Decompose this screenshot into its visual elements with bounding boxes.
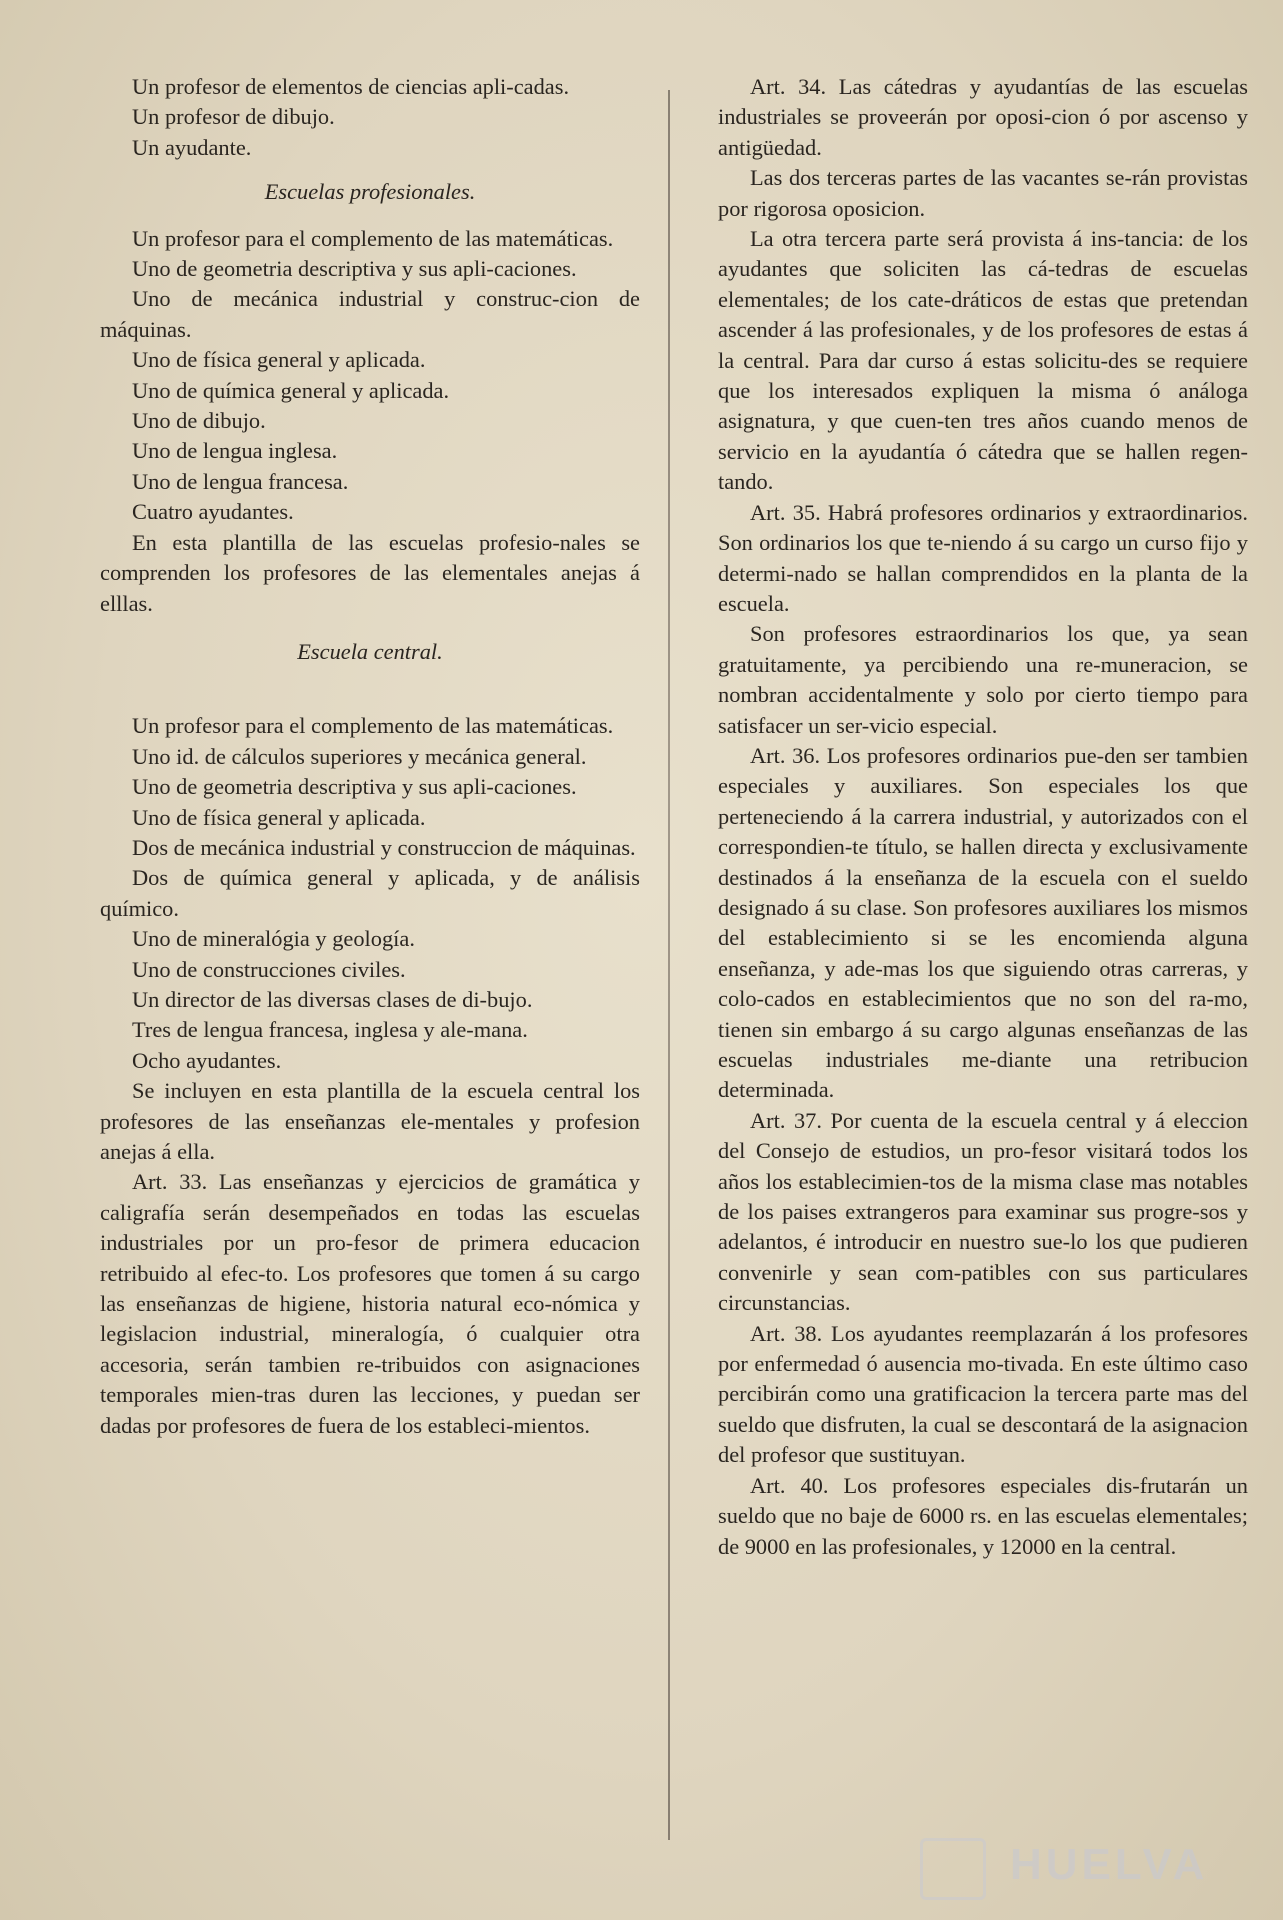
article-34: Art. 34. Las cátedras y ayudantías de las escuelas industriales se proveerán por oposi-cion ó por ascenso y antigüedad.: [718, 74, 1248, 160]
paragraph: Un profesor para el complemento de las matemáticas.: [132, 713, 614, 739]
paragraph: Uno de lengua inglesa.: [132, 438, 338, 464]
article-36: Art. 36. Los profesores ordinarios pue-den ser tambien especiales y auxiliares. Son especiales los que perteneciendo á la carrera industrial, y autorizados con el correspondien-te título, se hallen directa y exclusivamente destinados á la enseñanza de la escuela con el sueldo designado á su clase. Son profesores auxiliares los mismos del establecimiento si se les encomienda alguna enseñanza, y ade-mas los que siguiendo otras carreras, y colo-cados en establecimientos que no son del ra-mo, tienen sin embargo á su cargo algunas enseñanzas de las escuelas industriales me-diante una retribucion determinada.: [718, 742, 1248, 1103]
section-heading-escuelas-profesionales: Escuelas profesionales.: [264, 179, 476, 205]
watermark: HUELVA: [1010, 1840, 1209, 1889]
article-35: Art. 35. Habrá profesores ordinarios y extraordinarios. Son ordinarios los que te-niendo á su cargo un curso fijo y determi-nado se hallan comprendidos en la planta de la escuela.: [718, 499, 1248, 616]
column-divider: [668, 90, 670, 1840]
paragraph: Dos de mecánica industrial y construccion de máquinas.: [132, 834, 636, 860]
right-column: [718, 72, 1248, 1562]
paragraph: Uno de mecánica industrial y construc-cion de máquinas.: [100, 286, 640, 342]
paragraph: Uno de construcciones civiles.: [132, 956, 406, 982]
paragraph: Un profesor de dibujo.: [132, 104, 335, 130]
paragraph: Son profesores estraordinarios los que, ya sean gratuitamente, ya percibiendo una re-muneracion, se nombran accidentalmente y solo por cierto tiempo para satisfacer un ser-vicio especial.: [718, 621, 1248, 738]
paragraph: Uno de química general y aplicada.: [132, 377, 450, 403]
paragraph: Un ayudante.: [132, 134, 252, 160]
paragraph: Un director de las diversas clases de di-bujo.: [132, 986, 533, 1012]
paragraph: En esta plantilla de las escuelas profesio-nales se comprenden los profesores de las elementales anejas á elllas.: [100, 529, 640, 616]
paragraph: Un profesor de elementos de ciencias apli-cadas.: [132, 74, 570, 99]
article-40: Art. 40. Los profesores especiales dis-frutarán un sueldo que no baje de 6000 rs. en las escuelas elementales; de 9000 en las profesionales, y 12000 en la central.: [718, 1472, 1248, 1559]
paragraph: Uno de geometria descriptiva y sus apli-caciones.: [132, 256, 577, 282]
article-37: Art. 37. Por cuenta de la escuela central y á eleccion del Consejo de estudios, un pro-fesor visitará todos los años los establecimien-tos de la misma clase mas notables de los paises extrangeros para examinar sus progre-sos y adelantos, é introducir en nuestro sue-lo los que pudieren convenirle y sean com-patibles con sus particulares circunstancias.: [718, 1107, 1248, 1316]
paragraph: Uno de dibujo.: [132, 408, 266, 434]
archive-seal-icon: [920, 1838, 986, 1900]
article-33: Art. 33. Las enseñanzas y ejercicios de gramática y caligrafía serán desempeñados en todas las escuelas industriales por un pro-fesor de primera educacion retribuido al efec-to. Los profesores que tomen á su cargo las enseñanzas de higiene, historia natural eco-nómica y legislacion industrial, mineralogía, ó cualquier otra accesoria, serán tambien re-tribuidos con asignaciones temporales mien-tras duren las lecciones, y puedan ser dadas por profesores de fuera de los estableci-mientos.: [100, 1169, 640, 1438]
paragraph: Ocho ayudantes.: [132, 1047, 282, 1073]
paragraph: Un profesor para el complemento de las matemáticas.: [132, 225, 614, 251]
paragraph: La otra tercera parte será provista á ins-tancia: de los ayudantes que soliciten las cá-tedras de escuelas elementales; de los cate-dráticos de estas que pretendan ascender á las profesionales, y de los profesores de estas á la central. Para dar curso á estas solicitu-des se requiere que los interesados expliquen la misma ó análoga asignatura, y que cuen-ten tres años cuando menos de servicio en la ayudantía ó cátedra que se hallen regen-tando.: [718, 226, 1248, 495]
paragraph: Uno de mineralógia y geología.: [132, 926, 415, 952]
paragraph: Uno de física general y aplicada.: [132, 347, 426, 373]
section-heading-escuela-central: Escuela central.: [297, 638, 443, 664]
paragraph: Las dos terceras partes de las vacantes se-rán provistas por rigorosa oposicion.: [718, 165, 1248, 221]
paragraph: Uno id. de cálculos superiores y mecánica general.: [132, 743, 587, 769]
paragraph: Uno de lengua francesa.: [132, 468, 349, 494]
paragraph: Cuatro ayudantes.: [132, 499, 294, 525]
paragraph: Uno de geometria descriptiva y sus apli-caciones.: [132, 774, 577, 800]
paragraph: Dos de química general y aplicada, y de análisis químico.: [100, 865, 640, 921]
paragraph: Se incluyen en esta plantilla de la escuela central los profesores de las enseñanzas ele-mentales y profesion anejas á ella.: [100, 1078, 640, 1164]
left-column: [100, 72, 640, 1441]
article-38: Art. 38. Los ayudantes reemplazarán á los profesores por enfermedad ó ausencia mo-tivada. En este último caso percibirán como una gratificacion la tercera parte mas del sueldo que disfruten, la cual se descontará de la asignacion del profesor que sustituyan.: [718, 1320, 1248, 1468]
paragraph: Uno de física general y aplicada.: [132, 804, 426, 830]
paragraph: Tres de lengua francesa, inglesa y ale-mana.: [132, 1017, 528, 1043]
